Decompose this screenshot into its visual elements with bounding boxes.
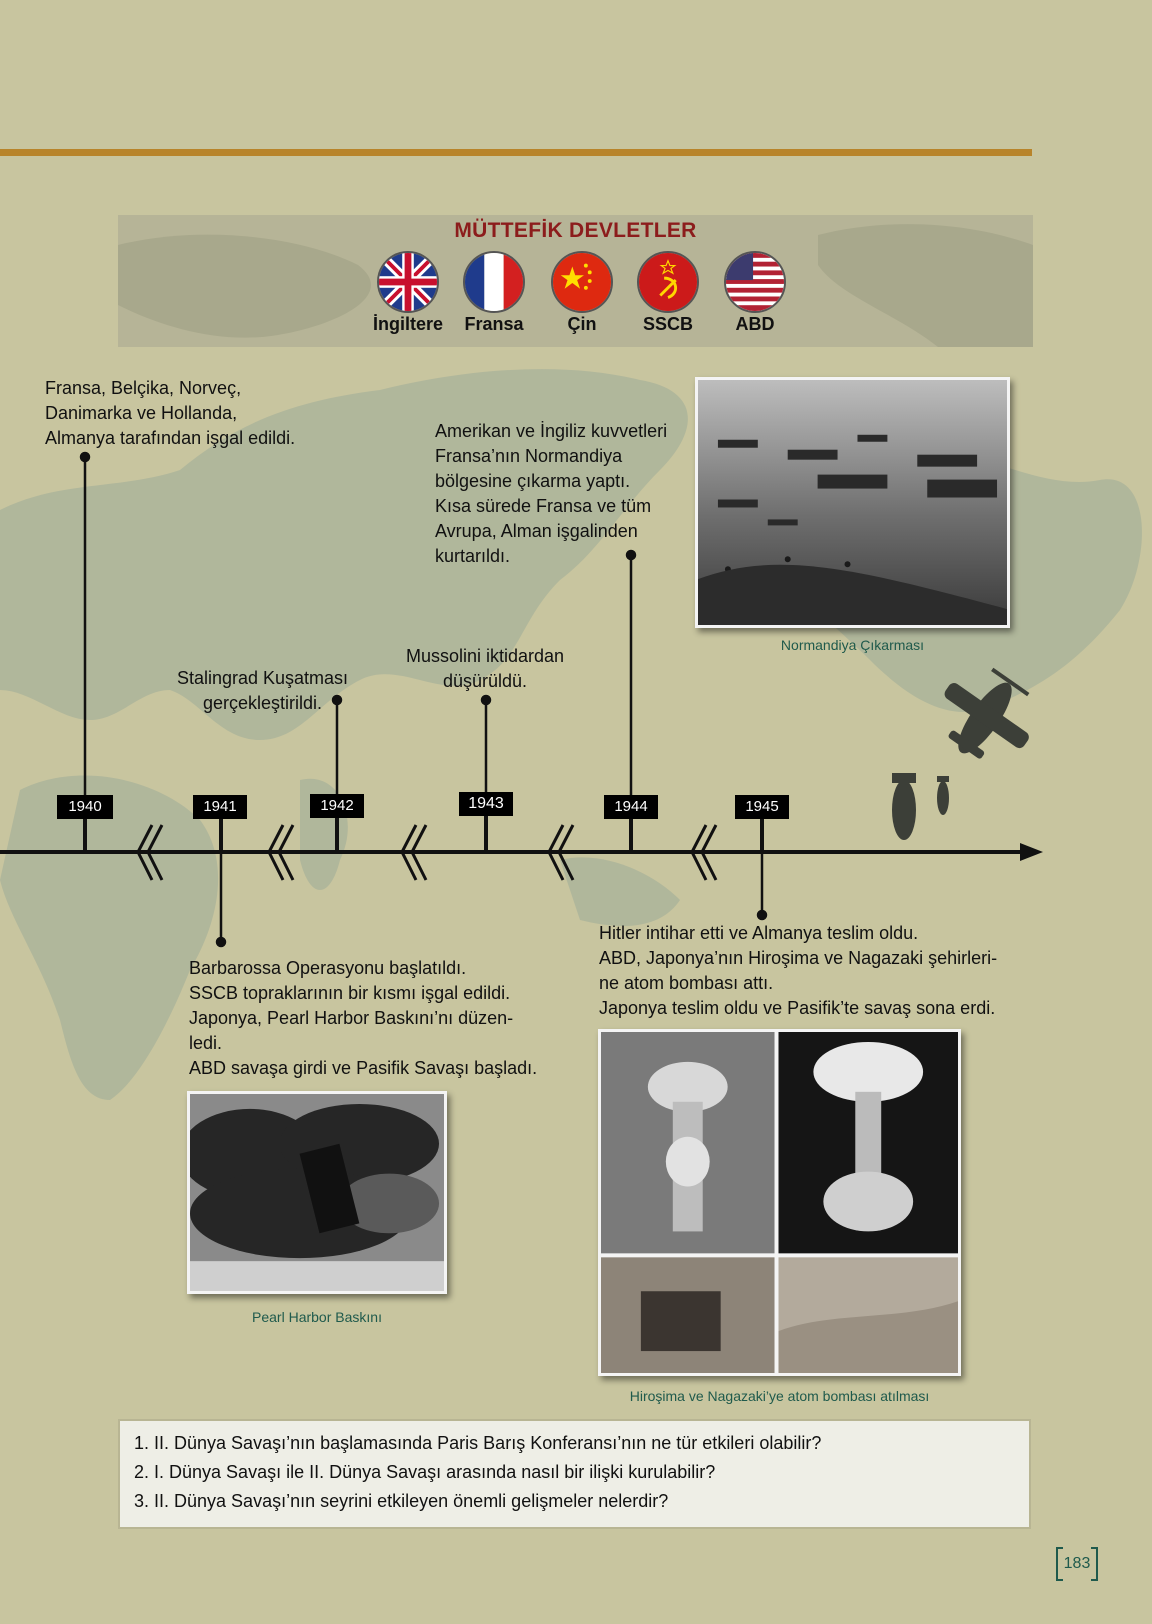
year-1944: 1944	[604, 795, 658, 819]
pearl-harbor-caption: Pearl Harbor Baskını	[252, 1309, 382, 1325]
timeline-arrowhead	[1020, 843, 1043, 861]
question-2: 2. I. Dünya Savaşı ile II. Dünya Savaşı arasında nasıl bir ilişki kurulabilir?	[134, 1462, 716, 1482]
year-1942: 1942	[310, 794, 364, 818]
airplane-icon	[922, 653, 1051, 780]
question-3: 3. II. Dünya Savaşı’nın seyrini etkileyen önemli gelişmeler nelerdir?	[134, 1491, 669, 1511]
question-1: 1. II. Dünya Savaşı’nın başlamasında Paris Barış Konferansı’nın ne tür etkileri olabilir?	[134, 1433, 822, 1453]
page-number: 183	[1063, 1555, 1091, 1572]
event-1940: Fransa, Belçika, Norveç, Danimarka ve Hollanda, Almanya tarafından işgal edildi.	[45, 378, 296, 448]
country-label-uk: İngiltere	[372, 314, 443, 334]
event-1941: Barbarossa Operasyonu başlatıldı. SSCB topraklarının bir kısmı işgal edildi. Japonya, Pearl Harbor Baskını’nı düzen- ledi. ABD savaşa girdi ve Pasifik Savaşı başladı.	[189, 958, 538, 1078]
questions-box	[118, 1419, 1031, 1529]
country-label-china: Çin	[567, 314, 597, 334]
year-1945: 1945	[735, 795, 789, 819]
country-label-usa: ABD	[735, 314, 775, 334]
atomic-bomb-photo-grid	[598, 1029, 961, 1376]
normandy-caption: Normandiya Çıkarması	[780, 637, 925, 653]
year-1941: 1941	[193, 795, 247, 819]
atomic-bomb-caption: Hiroşima ve Nagazaki’ye atom bombası atılması	[629, 1388, 930, 1404]
allies-title: MÜTTEFİK DEVLETLER	[454, 219, 697, 242]
bomb-icons	[892, 773, 949, 840]
country-label-france: Fransa	[464, 314, 524, 334]
event-1943: Mussolini iktidardan düşürüldü.	[405, 646, 565, 691]
country-label-ussr: SSCB	[642, 314, 693, 334]
year-1940: 1940	[57, 795, 113, 819]
event-1942: Stalingrad Kuşatması gerçekleştirildi.	[176, 668, 349, 713]
pearl-harbor-photo	[187, 1091, 447, 1294]
normandy-photo	[695, 377, 1010, 628]
event-1945: Hitler intihar etti ve Almanya teslim oldu. ABD, Japonya’nın Hiroşima ve Nagazaki şehirleri- ne atom bombası attı. Japonya teslim oldu ve Pasifik’te savaş sona erdi.	[599, 923, 998, 1018]
event-1944: Amerikan ve İngiliz kuvvetleri Fransa’nın Normandiya bölgesine çıkarma yaptı. Kısa sürede Fransa ve tüm Avrupa, Alman işgalinden kurtarıldı.	[435, 421, 668, 566]
year-1943: 1943	[459, 792, 513, 816]
